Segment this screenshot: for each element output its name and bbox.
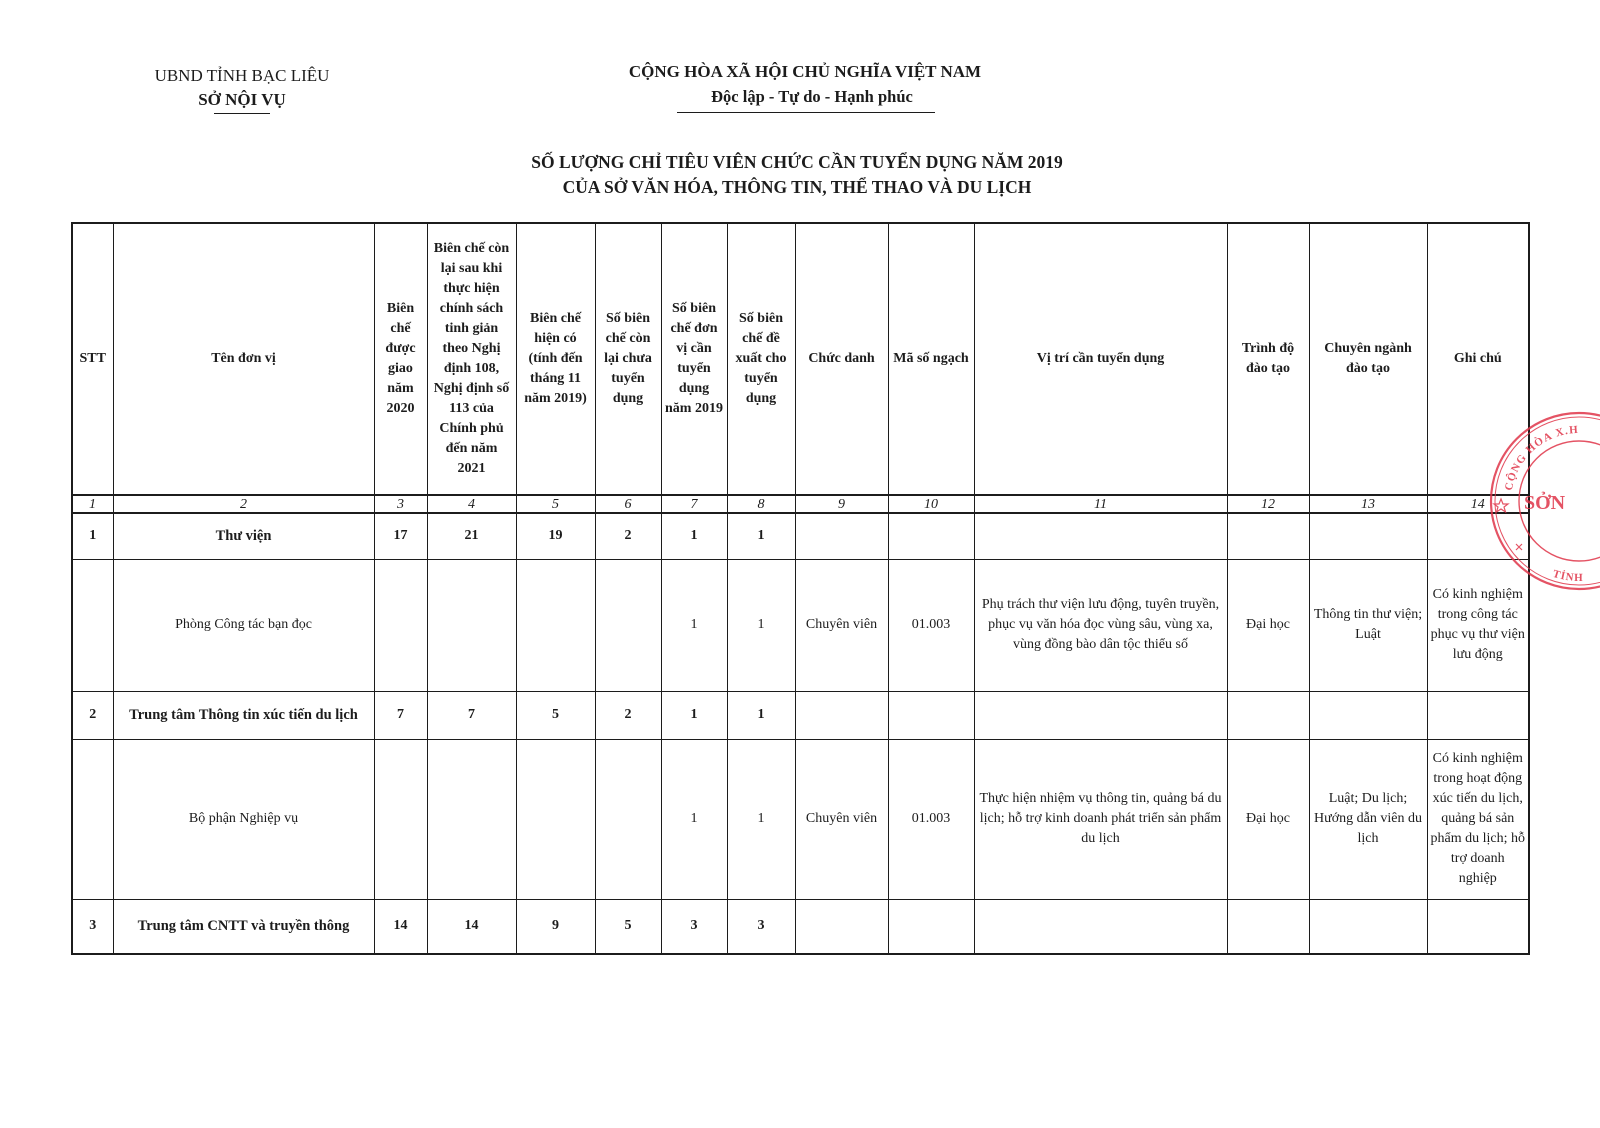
assigned-2020-cell: [374, 739, 427, 899]
column-header-assigned-2020: Biên chế được giao năm 2020: [374, 223, 427, 495]
column-number-position: 11: [974, 495, 1227, 513]
current-2019-cell: [516, 559, 595, 691]
job-title-cell: Chuyên viên: [795, 739, 888, 899]
needed-2019-cell: 1: [661, 513, 727, 559]
grade-code-cell: [888, 691, 974, 739]
major-cell: [1309, 513, 1427, 559]
column-header-position: Vị trí cần tuyển dụng: [974, 223, 1227, 495]
job-title-cell: [795, 691, 888, 739]
unfilled-cell: 5: [595, 899, 661, 954]
assigned-2020-cell: 17: [374, 513, 427, 559]
stt-cell: 3: [72, 899, 113, 954]
major-cell: [1309, 899, 1427, 954]
remaining-2021-cell: 7: [427, 691, 516, 739]
position-cell: Thực hiện nhiệm vụ thông tin, quảng bá du lịch; hỗ trợ kinh doanh phát triển sản phẩm du lịch: [974, 739, 1227, 899]
position-cell: [974, 899, 1227, 954]
column-number-assigned-2020: 3: [374, 495, 427, 513]
current-2019-cell: 5: [516, 691, 595, 739]
assigned-2020-cell: [374, 559, 427, 691]
stt-cell: 2: [72, 691, 113, 739]
unit-name-cell: Phòng Công tác bạn đọc: [113, 559, 374, 691]
document-title: [0, 150, 1594, 200]
department-name: SỞ NỘI VỤ: [198, 90, 286, 109]
column-number-note: 14: [1427, 495, 1529, 513]
column-number-stt: 1: [72, 495, 113, 513]
seal-arc-text: CỘNG HÒA X.H: [1502, 423, 1580, 492]
column-number-job-title: 9: [795, 495, 888, 513]
unit-row: [72, 899, 1529, 954]
seal-bottom-text: TỈNH: [1551, 567, 1584, 585]
unit-name-cell: Thư viện: [113, 513, 374, 559]
column-number-major: 13: [1309, 495, 1427, 513]
unfilled-cell: [595, 739, 661, 899]
remaining-2021-cell: 21: [427, 513, 516, 559]
column-number-current-2019: 5: [516, 495, 595, 513]
unfilled-cell: [595, 559, 661, 691]
table-body: [72, 513, 1529, 954]
seal-cross-icon: [1516, 544, 1522, 550]
unfilled-cell: 2: [595, 691, 661, 739]
column-number-grade-code: 10: [888, 495, 974, 513]
seal-center-text: SỞN: [1524, 492, 1566, 514]
unit-name-cell: Trung tâm CNTT và truyền thông: [113, 899, 374, 954]
table-header: [72, 223, 1529, 513]
column-header-stt: STT: [72, 223, 113, 495]
remaining-2021-cell: [427, 739, 516, 899]
position-cell: Phụ trách thư viện lưu động, tuyên truyền, phục vụ văn hóa đọc vùng sâu, vùng xa, vùng đồng bào dân tộc thiểu số: [974, 559, 1227, 691]
column-header-major: Chuyên ngành đào tạo: [1309, 223, 1427, 495]
position-cell: [974, 513, 1227, 559]
column-number-unfilled: 6: [595, 495, 661, 513]
grade-code-cell: 01.003: [888, 739, 974, 899]
column-header-job-title: Chức danh: [795, 223, 888, 495]
column-header-proposed: Số biên chế đề xuất cho tuyển dụng: [727, 223, 795, 495]
current-2019-cell: 19: [516, 513, 595, 559]
needed-2019-cell: 1: [661, 691, 727, 739]
unfilled-cell: 2: [595, 513, 661, 559]
column-number-remaining-2021: 4: [427, 495, 516, 513]
column-header-current-2019: Biên chế hiện có (tính đến tháng 11 năm 2019): [516, 223, 595, 495]
motto-underline: [677, 112, 935, 113]
education-cell: [1227, 899, 1309, 954]
column-number-proposed: 8: [727, 495, 795, 513]
unit-name-cell: Bộ phận Nghiệp vụ: [113, 739, 374, 899]
document-title-line-1: SỐ LƯỢNG CHỈ TIÊU VIÊN CHỨC CẦN TUYỂN DỤNG NĂM 2019: [531, 152, 1063, 172]
column-number-education: 12: [1227, 495, 1309, 513]
assigned-2020-cell: 14: [374, 899, 427, 954]
current-2019-cell: [516, 739, 595, 899]
position-row: [72, 739, 1529, 899]
position-row: [72, 559, 1529, 691]
column-header-education: Trình độ đào tạo: [1227, 223, 1309, 495]
proposed-cell: 3: [727, 899, 795, 954]
stt-cell: [72, 559, 113, 691]
note-cell: [1427, 899, 1529, 954]
job-title-cell: [795, 513, 888, 559]
major-cell: [1309, 691, 1427, 739]
column-number-row: [72, 495, 1529, 513]
education-cell: Đại học: [1227, 559, 1309, 691]
grade-code-cell: [888, 899, 974, 954]
stt-cell: 1: [72, 513, 113, 559]
assigned-2020-cell: 7: [374, 691, 427, 739]
note-cell: [1427, 691, 1529, 739]
seal-star-icon: [1494, 499, 1508, 512]
column-header-note: Ghi chú: [1427, 223, 1529, 495]
column-header-unit-name: Tên đơn vị: [113, 223, 374, 495]
national-motto: Độc lập - Tự do - Hạnh phúc: [711, 87, 913, 106]
column-header-remaining-2021: Biên chế còn lại sau khi thực hiện chính sách tinh giản theo Nghị định 108, Nghị định số 113 của Chính phủ đến năm 2021: [427, 223, 516, 495]
country-name: CỘNG HÒA XÃ HỘI CHỦ NGHĨA VIỆT NAM: [628, 62, 982, 81]
unit-name-cell: Trung tâm Thông tin xúc tiến du lịch: [113, 691, 374, 739]
education-cell: [1227, 691, 1309, 739]
column-header-needed-2019: Số biên chế đơn vị cần tuyển dụng năm 2019: [661, 223, 727, 495]
note-cell: Có kinh nghiệm trong hoạt động xúc tiến du lịch, quảng bá sản phẩm du lịch; hỗ trợ doanh nghiệp: [1427, 739, 1529, 899]
official-seal: [1486, 408, 1600, 594]
grade-code-cell: [888, 513, 974, 559]
unit-row: [72, 513, 1529, 559]
needed-2019-cell: 3: [661, 899, 727, 954]
stt-cell: [72, 739, 113, 899]
position-cell: [974, 691, 1227, 739]
column-header-row: [72, 223, 1529, 495]
column-number-needed-2019: 7: [661, 495, 727, 513]
major-cell: Luật; Du lịch; Hướng dẫn viên du lịch: [1309, 739, 1427, 899]
needed-2019-cell: 1: [661, 559, 727, 691]
current-2019-cell: 9: [516, 899, 595, 954]
remaining-2021-cell: 14: [427, 899, 516, 954]
proposed-cell: 1: [727, 691, 795, 739]
unit-row: [72, 691, 1529, 739]
note-cell: Có kinh nghiệm trong công tác phục vụ thư viện lưu động: [1427, 559, 1529, 691]
needed-2019-cell: 1: [661, 739, 727, 899]
proposed-cell: 1: [727, 513, 795, 559]
education-cell: Đại học: [1227, 739, 1309, 899]
proposed-cell: 1: [727, 559, 795, 691]
issuing-authority: [92, 64, 392, 112]
column-header-unfilled: Số biên chế còn lại chưa tuyển dụng: [595, 223, 661, 495]
national-header: [555, 60, 1055, 110]
proposed-cell: 1: [727, 739, 795, 899]
document-title-line-2: CỦA SỞ VĂN HÓA, THÔNG TIN, THỂ THAO VÀ DU LỊCH: [562, 177, 1032, 197]
job-title-cell: Chuyên viên: [795, 559, 888, 691]
job-title-cell: [795, 899, 888, 954]
remaining-2021-cell: [427, 559, 516, 691]
grade-code-cell: 01.003: [888, 559, 974, 691]
column-header-grade-code: Mã số ngạch: [888, 223, 974, 495]
education-cell: [1227, 513, 1309, 559]
major-cell: Thông tin thư viện; Luật: [1309, 559, 1427, 691]
provincial-committee-name: UBND TỈNH BẠC LIÊU: [154, 66, 330, 85]
recruitment-quota-table: [71, 222, 1530, 955]
column-number-unit-name: 2: [113, 495, 374, 513]
department-underline: [214, 113, 270, 114]
